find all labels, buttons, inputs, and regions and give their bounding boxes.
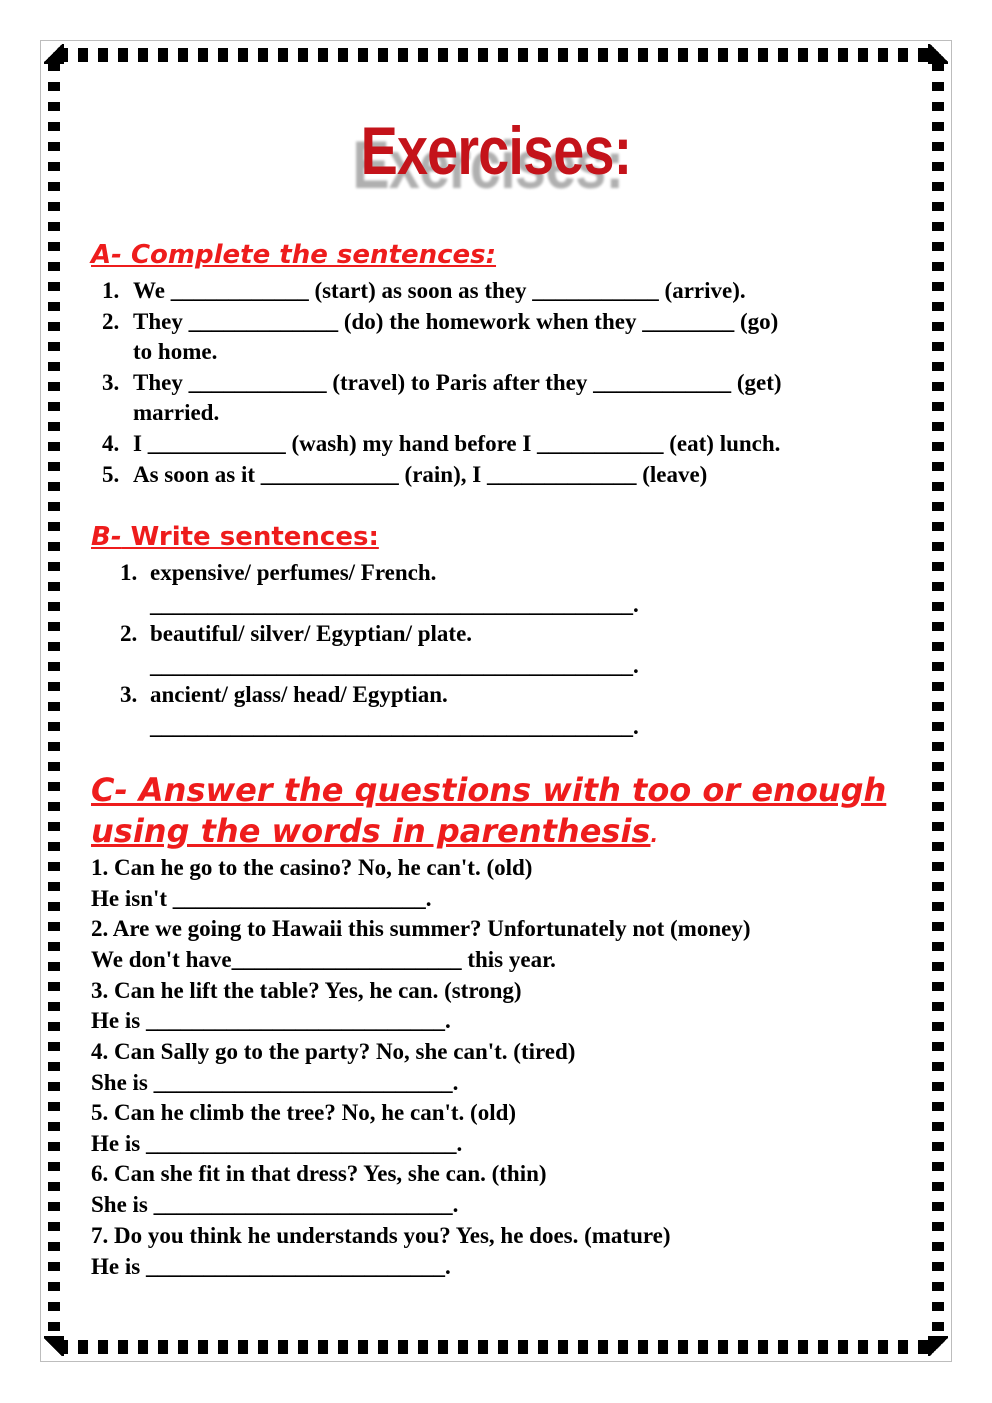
section-c-answer-line: He is __________________________. [91,1008,451,1033]
decorative-border-right [932,62,944,1340]
section-b-heading [91,522,379,552]
section-a-item-number: 5. [102,462,120,487]
section-c-answer-line: We don't have____________________ this year. [91,947,556,972]
border-corner-bottom-left [44,1336,64,1356]
section-c-heading [91,770,886,856]
section-c-question: 1. Can he go to the casino? No, he can't. (old) [91,855,533,880]
section-a-item-text: I ____________ (wash) my hand before I ___________ (eat) lunch. [133,431,781,456]
section-c-question: 7. Do you think he understands you? Yes, he does. (mature) [91,1223,671,1248]
section-a-item-text: As soon as it ____________ (rain), I _____________ (leave) [133,462,708,487]
section-a-item-number: 3. [102,370,120,395]
section-c-answer-line: She is __________________________. [91,1192,459,1217]
section-b-item-prompt: beautiful/ silver/ Egyptian/ plate. [150,621,473,646]
section-c-answer-line: She is __________________________. [91,1070,459,1095]
section-c-heading-line-1: C- Answer the questions with too or enough [91,771,887,809]
decorative-border-bottom [58,1340,934,1354]
section-c-answer-line: He isn't ______________________. [91,886,432,911]
border-corner-bottom-right [928,1336,948,1356]
section-b-item-number: 2. [120,621,138,646]
section-c-answer-line: He is __________________________. [91,1254,451,1279]
section-c-question: 5. Can he climb the tree? No, he can't. (old) [91,1100,517,1125]
decorative-border-top [58,48,934,62]
section-a-item-number: 1. [102,278,120,303]
page-title: Exercises: [360,113,632,189]
border-corner-top-right [928,44,948,64]
section-b-item-prompt: expensive/ perfumes/ French. [150,560,437,585]
section-c-heading-period: . [650,823,659,847]
section-b-answer-line: __________________________________________. [150,653,639,678]
section-c-question: 3. Can he lift the table? Yes, he can. (strong) [91,978,522,1003]
section-b-answer-line: __________________________________________. [150,592,639,617]
section-b-heading-letter: B- [91,522,122,552]
section-a-item-text: They _____________ (do) the homework when they ________ (go) [133,309,779,334]
section-b-item-number: 1. [120,560,138,585]
section-a-heading: A- Complete the sentences: [91,240,497,270]
section-a-item-text: to home. [133,339,218,364]
section-b-heading-text: Write sentences: [121,522,379,552]
section-b-item-number: 3. [120,682,138,707]
border-corner-top-left [44,44,64,64]
section-a-item-text: married. [133,400,220,425]
section-a-item-text: They ____________ (travel) to Paris after they ____________ (get) [133,370,782,395]
section-c-question: 4. Can Sally go to the party? No, she can't. (tired) [91,1039,576,1064]
section-c-question: 2. Are we going to Hawaii this summer? Unfortunately not (money) [91,916,751,941]
section-c-heading-line-2: using the words in parenthesis [91,812,651,850]
section-a-item-number: 4. [102,431,120,456]
section-c-question: 6. Can she fit in that dress? Yes, she can. (thin) [91,1161,547,1186]
section-a-item-text: We ____________ (start) as soon as they ___________ (arrive). [133,278,746,303]
section-a-item-number: 2. [102,309,120,334]
section-c-answer-line: He is ___________________________. [91,1131,463,1156]
section-b-answer-line: __________________________________________. [150,714,639,739]
decorative-border-left [48,62,60,1340]
section-b-item-prompt: ancient/ glass/ head/ Egyptian. [150,682,448,707]
